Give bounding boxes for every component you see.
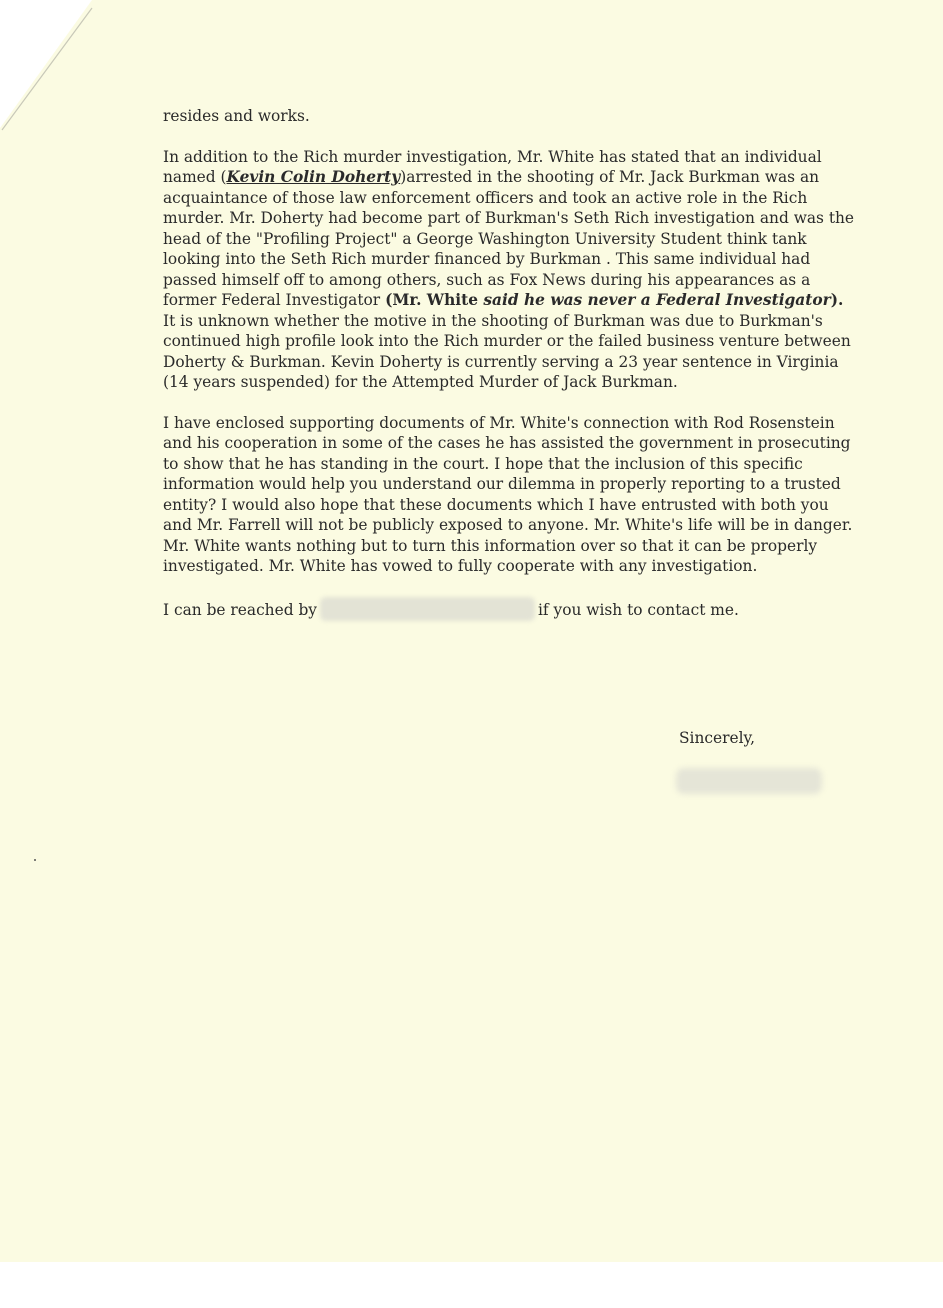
letter-body xyxy=(163,106,858,641)
p1-text-f: It is unknown whether the motive in the shooting of Burkman was due to Burkman's continued high profile look into the Rich murder or the failed business venture between Doherty & Burkman. Kevin Doherty is currently serving a 23 year sentence in Virginia (14 years suspended) for the Attempted Murder of Jack Burkman. xyxy=(163,311,851,391)
continuation-line: resides and works. xyxy=(163,107,310,125)
paragraph-contact xyxy=(163,597,858,621)
contact-text-before: I can be reached by xyxy=(163,600,317,619)
redacted-phone xyxy=(320,597,535,621)
name-kevin-colin-doherty: Kevin Colin Doherty xyxy=(226,168,401,186)
p1-bold-text: (Mr. White xyxy=(385,291,484,309)
paragraph-doherty xyxy=(163,147,858,393)
paper-speck xyxy=(34,859,36,861)
p1-text-b: )arrested in the shooting of Mr. Jack Burkman was an acquaintance of those law enforcement officers and took an active role in the Rich murder. Mr. Doherty had become part of Burkman's Seth Rich investigation and was the head of the "Profiling Project" a George Washington University Student think tank looking into the Seth Rich murder financed by Burkman . This same individual had passed himself off to among others, such as Fox News during his appearances as a former Federal Investigator xyxy=(163,168,855,309)
redacted-signature xyxy=(676,768,822,794)
p1-bold-close: ). xyxy=(830,291,844,309)
contact-text-after: if you wish to contact me. xyxy=(538,600,739,619)
p1-bold-italic-text: said he was never a Federal Investigator xyxy=(483,291,831,309)
p1-text-a: In addition to the Rich murder investigation, Mr. White has stated that an individual named ( xyxy=(163,147,822,186)
paragraph-enclosed-documents: I have enclosed supporting documents of Mr. White's connection with Rod Rosenstein and his cooperation in some of the cases he has assisted the government in prosecuting to show that he has standing in the court. I hope that the inclusion of this specific information would help you understand our dilemma in properly reporting to a trusted entity? I would also hope that these documents which I have entrusted with both you and Mr. Farrell will not be publicly exposed to anyone. Mr. White's life will be in danger. Mr. White wants nothing but to turn this information over so that it can be properly investigated. Mr. White has vowed to fully cooperate with any investigation. xyxy=(163,413,853,575)
closing-sincerely: Sincerely, xyxy=(679,729,756,747)
